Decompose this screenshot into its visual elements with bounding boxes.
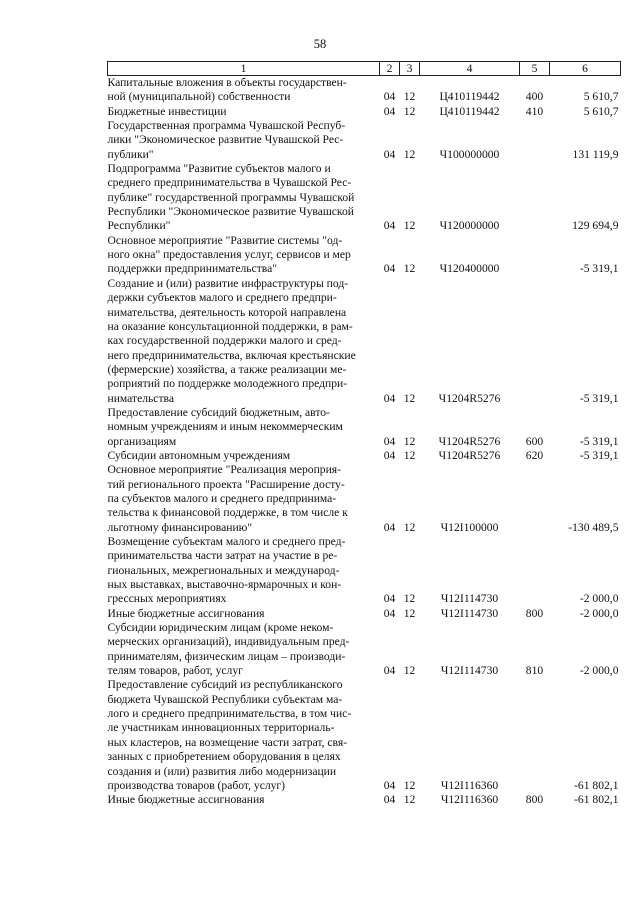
row-name: Иные бюджетные ассигнования xyxy=(107,793,265,807)
row-name: Подпрограмма "Развитие субъектов малого и среднего предпринимательства в Чувашской Рес- публике" государственной программы Чувашской Республики "Экономическое развитие Чувашской Республики" xyxy=(107,162,355,233)
row-section: 04 xyxy=(383,520,396,534)
row-expense-type xyxy=(520,234,550,277)
row-subsection: 12 xyxy=(403,520,416,534)
row-target-code: Ч100000000 xyxy=(439,147,500,161)
row-subsection: 12 xyxy=(403,778,416,792)
table-row xyxy=(108,119,621,162)
row-amount: -130 489,5 xyxy=(568,520,619,534)
row-section: 04 xyxy=(383,147,396,161)
row-expense-type: 600 xyxy=(525,434,544,448)
row-subsection: 12 xyxy=(403,606,416,620)
row-expense-type xyxy=(520,277,550,406)
row-name: Бюджетные инвестиции xyxy=(107,104,227,118)
row-section: 04 xyxy=(383,448,396,462)
row-subsection: 12 xyxy=(403,104,416,118)
row-subsection: 12 xyxy=(403,434,416,448)
table-row xyxy=(108,105,621,119)
row-subsection: 12 xyxy=(403,664,416,678)
row-name: Возмещение субъектам малого и среднего пред- принимательства части затрат на участие в ре- гиональных, межрегиональных и международ- ных выставках, выставочно-ярмарочных и кон- грессных мероприятиях xyxy=(107,535,346,606)
row-amount: 129 694,9 xyxy=(572,219,619,233)
row-subsection: 12 xyxy=(403,90,416,104)
row-expense-type xyxy=(520,535,550,607)
header-row xyxy=(108,62,621,76)
row-name: Основное мероприятие "Развитие системы "од- ного окна" предоставления услуг, сервисов и мер поддержки предпринимательства" xyxy=(107,233,351,276)
table-row xyxy=(108,277,621,406)
table-row xyxy=(108,793,621,807)
row-expense-type xyxy=(520,162,550,234)
row-name: Предоставление субсидий из республиканского бюджета Чувашской Республики субъектам ма- лого и среднего предпринимательства, в том чис- ле участникам инновационных территориаль- ных кластеров, на возмещение части затрат, свя- занных с приобретением оборудования в целях создания и (или) развития либо модернизации производства товаров (работ, услуг) xyxy=(107,678,352,792)
row-target-code: Ч1204R5276 xyxy=(438,434,501,448)
row-section: 04 xyxy=(383,778,396,792)
row-subsection: 12 xyxy=(403,793,416,807)
row-name: Создание и (или) развитие инфраструктуры под- держки субъектов малого и среднего предпри- нимательства, деятельность которой направлена на оказание консультационной поддержки, в рам- ках государственной поддержки малого и сред- него предпринимательства, включая крестьянские (фермерские) хозяйства, а также реализации ме- роприятий по поддержке молодежного предпри- нимательства xyxy=(107,276,356,405)
row-target-code: Ч120000000 xyxy=(439,219,500,233)
row-expense-type: 810 xyxy=(525,664,544,678)
row-expense-type xyxy=(520,463,550,535)
row-amount: 131 119,9 xyxy=(572,147,619,161)
row-target-code: Ч120400000 xyxy=(439,262,500,276)
row-section: 04 xyxy=(383,793,396,807)
row-name: Иные бюджетные ассигнования xyxy=(107,606,265,620)
column-header: 3 xyxy=(400,62,420,76)
row-section: 04 xyxy=(383,262,396,276)
row-section: 04 xyxy=(383,104,396,118)
row-amount: -2 000,0 xyxy=(579,664,619,678)
column-header: 2 xyxy=(380,62,400,76)
row-section: 04 xyxy=(383,219,396,233)
row-section: 04 xyxy=(383,434,396,448)
row-name: Государственная программа Чувашской Респуб- лики "Экономическое развитие Чувашской Рес- публики" xyxy=(107,119,346,161)
row-section: 04 xyxy=(383,90,396,104)
row-name: Субсидии автономным учреждениям xyxy=(107,448,291,462)
row-amount: -5 319,1 xyxy=(579,448,619,462)
budget-table xyxy=(107,61,621,808)
table-row xyxy=(108,406,621,449)
row-target-code: Ч12I100000 xyxy=(440,520,499,534)
column-header: 5 xyxy=(520,62,550,76)
row-name: Предоставление субсидий бюджетным, авто- номным учреждениям и иным некоммерческим организациям xyxy=(107,405,343,448)
row-section: 04 xyxy=(383,391,396,405)
row-target-code: Ц410119442 xyxy=(439,90,500,104)
row-expense-type: 800 xyxy=(525,793,544,807)
row-target-code: Ч12I114730 xyxy=(440,592,499,606)
row-amount: -61 802,1 xyxy=(574,778,619,792)
row-expense-type: 620 xyxy=(525,448,544,462)
row-expense-type: 410 xyxy=(525,104,544,118)
table-row xyxy=(108,607,621,621)
row-amount: -2 000,0 xyxy=(579,592,619,606)
page-number: 58 xyxy=(313,37,327,51)
table-row xyxy=(108,76,621,105)
row-subsection: 12 xyxy=(403,262,416,276)
column-header: 4 xyxy=(420,62,520,76)
row-expense-type: 800 xyxy=(525,606,544,620)
row-amount: -2 000,0 xyxy=(579,606,619,620)
row-amount: 5 610,7 xyxy=(583,90,619,104)
row-target-code: Ч12I116360 xyxy=(440,778,499,792)
row-section: 04 xyxy=(383,606,396,620)
row-amount: 5 610,7 xyxy=(583,104,619,118)
row-expense-type xyxy=(520,678,550,793)
table-row xyxy=(108,449,621,463)
table-row xyxy=(108,678,621,793)
table-row xyxy=(108,234,621,277)
row-name: Субсидии юридическим лицам (кроме неком- мерческих организаций), индивидуальным пред- принимателям, физическим лицам – производи- телям товаров, работ, услуг xyxy=(107,621,350,678)
row-target-code: Ц410119442 xyxy=(439,104,500,118)
row-subsection: 12 xyxy=(403,219,416,233)
row-section: 04 xyxy=(383,592,396,606)
row-amount: -5 319,1 xyxy=(579,391,619,405)
row-amount: -61 802,1 xyxy=(574,793,619,807)
row-target-code: Ч12I116360 xyxy=(440,793,499,807)
row-expense-type xyxy=(520,119,550,162)
row-name: Основное мероприятие "Реализация мероприя- тий регионального проекта "Расширение досту- па субъектов малого и среднего предпринима- тельства к финансовой поддержке, в том числе к льготному финансированию" xyxy=(107,463,348,534)
column-header: 1 xyxy=(108,62,380,76)
row-target-code: Ч12I114730 xyxy=(440,606,499,620)
row-amount: -5 319,1 xyxy=(579,434,619,448)
row-subsection: 12 xyxy=(403,448,416,462)
table-row xyxy=(108,162,621,234)
row-target-code: Ч1204R5276 xyxy=(438,391,501,405)
row-target-code: Ч12I114730 xyxy=(440,664,499,678)
row-subsection: 12 xyxy=(403,592,416,606)
table-row xyxy=(108,535,621,607)
row-expense-type: 400 xyxy=(525,90,544,104)
column-header: 6 xyxy=(550,62,621,76)
row-target-code: Ч1204R5276 xyxy=(438,448,501,462)
row-section: 04 xyxy=(383,664,396,678)
table-row xyxy=(108,463,621,535)
table-row xyxy=(108,621,621,678)
row-amount: -5 319,1 xyxy=(579,262,619,276)
row-subsection: 12 xyxy=(403,391,416,405)
row-subsection: 12 xyxy=(403,147,416,161)
row-name: Капитальные вложения в объекты государствен- ной (муниципальной) собственности xyxy=(107,76,347,104)
